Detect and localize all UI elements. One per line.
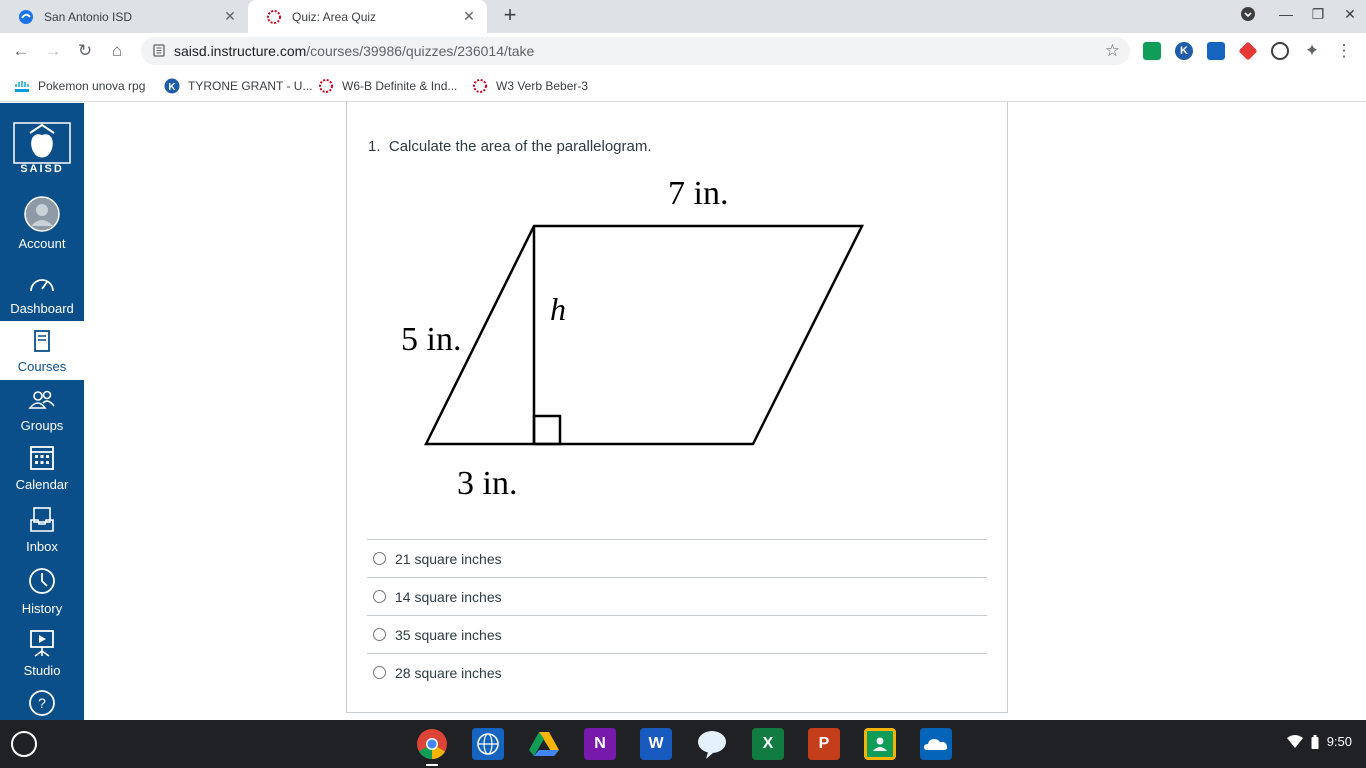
bookmark-item[interactable] [164, 77, 312, 95]
answer-radio[interactable] [373, 666, 386, 679]
nav-history[interactable] [0, 567, 84, 625]
chrome-remote-icon[interactable] [472, 728, 504, 760]
url-path: /courses/39986/quizzes/236014/take [306, 43, 535, 59]
tab-title: San Antonio ISD [44, 9, 133, 24]
bookmark-label: W6-B Definite & Ind... [342, 79, 458, 93]
history-icon [28, 567, 56, 597]
height-label: h [550, 291, 566, 327]
bookmarks-bar [0, 69, 1366, 102]
forward-icon[interactable]: → [44, 41, 62, 60]
k-icon [164, 78, 180, 94]
onedrive-icon[interactable] [920, 728, 952, 760]
parallelogram-shape [426, 226, 862, 444]
saisd-favicon-icon [18, 9, 34, 25]
close-tab-icon[interactable]: ✕ [463, 8, 475, 24]
word-icon[interactable]: W [640, 728, 672, 760]
studio-icon [28, 629, 56, 659]
nav-label: Inbox [26, 539, 58, 554]
cisco-icon [14, 78, 30, 94]
answer-option[interactable] [367, 577, 987, 615]
tab-area-quiz[interactable] [248, 0, 487, 33]
nav-label: History [21, 601, 63, 616]
bookmark-item[interactable] [472, 77, 588, 95]
tab-san-antonio-isd[interactable] [0, 0, 248, 33]
parallelogram-figure [387, 168, 887, 508]
help-icon [28, 690, 56, 716]
nav-label: Courses [17, 359, 67, 374]
inbox-icon [28, 505, 56, 535]
powerpoint-icon[interactable]: P [808, 728, 840, 760]
nav-courses[interactable] [0, 321, 84, 380]
close-window-icon[interactable]: ✕ [1344, 6, 1356, 22]
nav-inbox[interactable] [0, 505, 84, 563]
bookmark-item[interactable] [318, 77, 457, 95]
answer-radio[interactable] [373, 590, 386, 603]
drive-icon[interactable] [528, 728, 560, 760]
minimize-icon[interactable]: — [1279, 6, 1293, 22]
nav-label: Studio [23, 663, 61, 678]
nav-label: Groups [20, 418, 64, 433]
nav-label: Dashboard [10, 301, 74, 316]
back-icon[interactable]: ← [12, 41, 30, 60]
question-text [368, 138, 652, 155]
top-side-label: 7 in. [668, 175, 729, 212]
battery-icon [1311, 735, 1319, 749]
canvas-favicon-icon [266, 9, 282, 25]
quiz-question-panel [346, 102, 1008, 713]
bookmark-item[interactable] [14, 77, 145, 95]
bookmark-star-icon[interactable]: ☆ [1104, 41, 1120, 60]
canvas-icon [318, 78, 334, 94]
answer-label: 35 square inches [395, 626, 502, 643]
chrome-icon[interactable] [416, 728, 448, 760]
kami-extension-icon[interactable]: K [1175, 42, 1193, 60]
bookmark-label: W3 Verb Beber-3 [496, 79, 589, 93]
nav-help[interactable] [0, 690, 84, 718]
question-number: 1. [368, 138, 381, 155]
question-prompt: Calculate the area of the parallelogram. [388, 138, 652, 155]
nav-label: Account [18, 236, 66, 251]
bottom-segment-label: 3 in. [457, 465, 518, 502]
svg-text:?: ? [38, 695, 46, 711]
answer-option[interactable] [367, 653, 987, 691]
saisd-logo[interactable] [4, 119, 80, 174]
svg-text:K: K [168, 82, 176, 93]
nav-calendar[interactable] [0, 443, 84, 501]
global-navigation [0, 103, 84, 720]
courses-icon [28, 329, 56, 355]
extensions-puzzle-icon[interactable]: ✦ [1304, 41, 1320, 60]
status-area[interactable] [1287, 734, 1352, 749]
launcher-icon[interactable] [11, 731, 37, 757]
answer-radio[interactable] [373, 552, 386, 565]
tab-strip [0, 0, 1366, 33]
nav-studio[interactable] [0, 629, 84, 687]
answer-label: 28 square inches [395, 664, 502, 681]
globe-extension-icon[interactable] [1207, 42, 1225, 60]
tab-search-icon[interactable] [1236, 6, 1260, 26]
groups-icon [28, 388, 56, 414]
new-tab-button[interactable]: + [503, 2, 517, 27]
answer-radio[interactable] [373, 628, 386, 641]
os-shelf [0, 720, 1366, 768]
url-text [174, 43, 534, 59]
answer-label: 14 square inches [395, 588, 502, 605]
browser-menu-icon[interactable]: ⋮ [1335, 41, 1353, 60]
home-icon[interactable]: ⌂ [111, 41, 123, 60]
classroom-icon[interactable] [864, 728, 896, 760]
clock-time: 9:50 [1326, 734, 1352, 749]
classroom-extension-icon[interactable] [1143, 42, 1161, 60]
ruby-extension-icon[interactable] [1238, 41, 1257, 60]
site-info-icon[interactable] [153, 44, 165, 57]
avatar-icon [24, 196, 60, 232]
nav-label: Calendar [15, 477, 69, 492]
logo-text: SAISD [20, 163, 64, 174]
address-bar[interactable] [141, 37, 1130, 65]
bookmark-label: TYRONE GRANT - U... [188, 79, 313, 93]
bookmark-label: Pokemon unova rpg [38, 79, 146, 93]
chat-icon[interactable] [696, 728, 728, 760]
url-host: saisd.instructure.com [174, 43, 307, 59]
close-tab-icon[interactable]: ✕ [224, 8, 236, 24]
answer-option[interactable] [367, 539, 987, 577]
restore-icon[interactable]: ❐ [1311, 6, 1325, 22]
settings-extension-icon[interactable] [1271, 42, 1289, 60]
wifi-icon [1287, 735, 1303, 749]
nav-groups[interactable] [0, 388, 84, 446]
canvas-icon [472, 78, 488, 94]
dashboard-icon [28, 271, 56, 297]
answer-option[interactable] [367, 615, 987, 653]
answer-label: 21 square inches [395, 550, 502, 567]
answer-list [367, 539, 987, 691]
tab-title: Quiz: Area Quiz [292, 9, 377, 24]
excel-icon[interactable]: X [752, 728, 784, 760]
calendar-icon [28, 443, 56, 473]
reload-icon[interactable]: ↻ [77, 41, 93, 60]
nav-account[interactable] [0, 196, 84, 254]
browser-toolbar [0, 33, 1366, 69]
active-app-indicator [426, 764, 438, 766]
onenote-icon[interactable]: N [584, 728, 616, 760]
slant-side-label: 5 in. [401, 321, 462, 358]
right-angle-marker [534, 416, 560, 444]
